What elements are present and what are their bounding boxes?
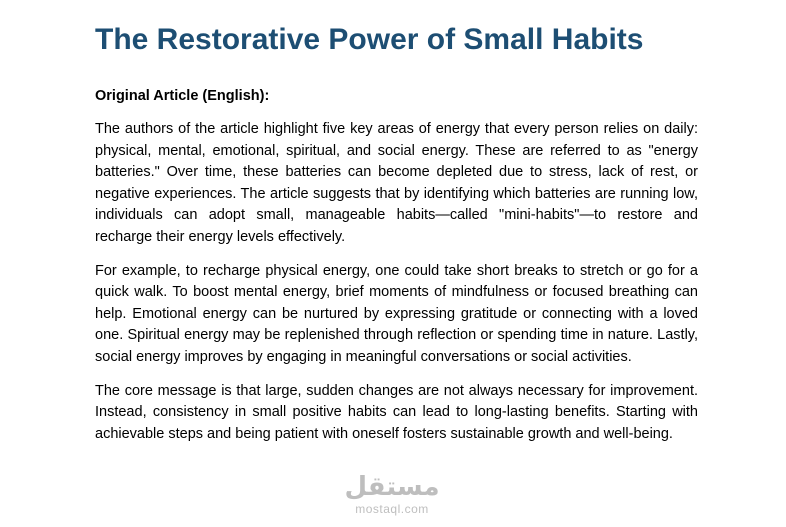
watermark-site-url: mostaql.com xyxy=(355,502,429,516)
article-paragraph-3: The core message is that large, sudden changes are not always necessary for improvement. Instead, consistency in small positive habits can lead to long-lasting benefits. Starting with achievable steps and being patient with oneself fosters sustainable growth and well-being. xyxy=(95,382,698,442)
watermark-arabic-logo: مستقل xyxy=(344,472,440,502)
article-paragraph-1: The authors of the article highlight five key areas of energy that every person relies on daily: physical, mental, emotional, spiritual, and social energy. These are referred to as "energy batteries." Over time, these batteries can become depleted due to stress, lack of rest, or negative experiences. The article suggests that by identifying which batteries are running low, individuals can adopt small, manageable habits—called "mini-habits"—to restore and recharge their energy levels effectively. xyxy=(95,121,698,245)
article-paragraph-2: For example, to recharge physical energy, one could take short breaks to stretch or go for a quick walk. To boost mental energy, brief moments of mindfulness or focused breathing can help. Emotional energy can be nurtured by expressing gratitude or connecting with a loved one. Spiritual energy may be replenished through reflection or spending time in nature. Lastly, social energy improves by engaging in meaningful conversations or social activities. xyxy=(95,262,698,365)
article-title: The Restorative Power of Small Habits xyxy=(95,23,644,56)
article-container xyxy=(95,0,698,445)
article-subheading: Original Article (English): xyxy=(95,88,270,104)
mostaql-watermark xyxy=(340,474,444,520)
